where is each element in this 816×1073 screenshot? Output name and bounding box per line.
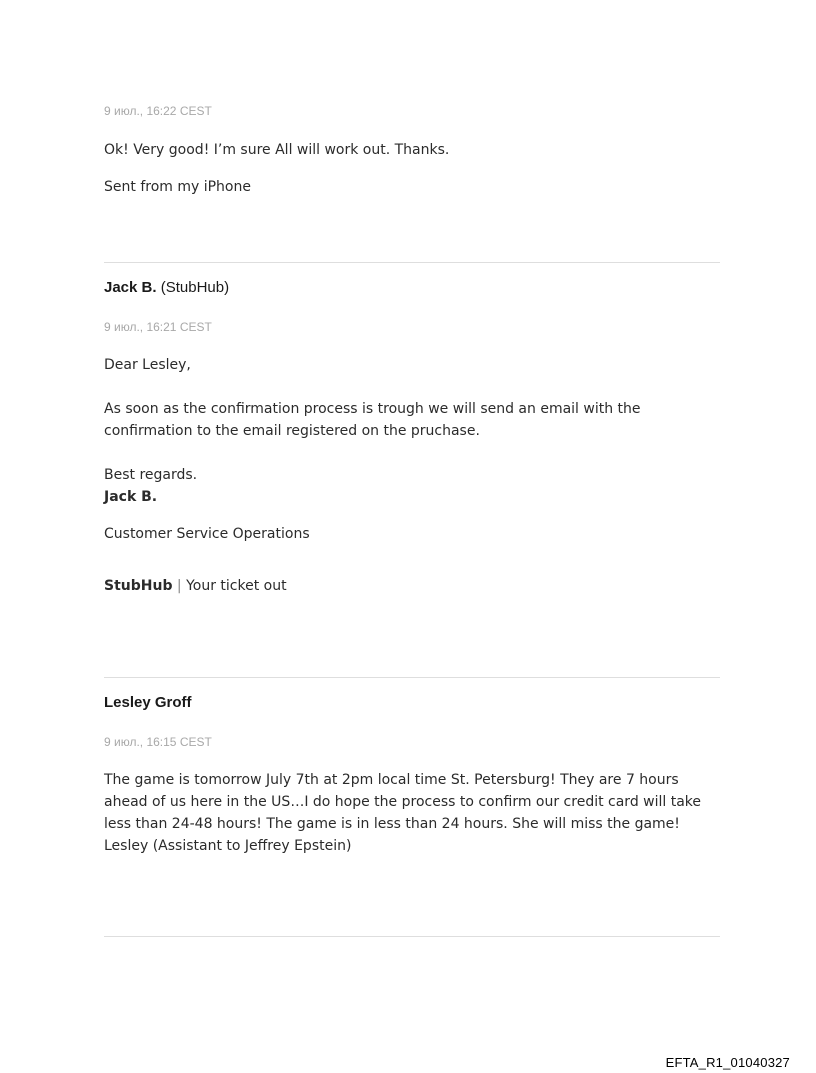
sender-name: Jack B.	[104, 279, 157, 296]
signature-title: Customer Service Operations	[104, 526, 310, 542]
message-closing: Best regards.	[104, 467, 198, 483]
message-item	[104, 694, 720, 857]
message-divider	[104, 262, 720, 263]
message-divider	[104, 936, 720, 937]
signature-name: Jack B.	[104, 489, 158, 505]
sender-name: Lesley Groff	[104, 694, 192, 711]
message-greeting: Dear Lesley,	[104, 357, 191, 373]
message-timestamp: 9 июл., 16:21 CEST	[104, 320, 212, 334]
message-divider	[104, 677, 720, 678]
message-item	[104, 279, 720, 597]
document-id: EFTA_R1_01040327	[665, 1055, 790, 1070]
signature-brand-line	[104, 575, 720, 597]
message-sender	[104, 279, 720, 297]
brand-tagline: Your ticket out	[186, 578, 287, 594]
sender-organization: (StubHub)	[160, 279, 230, 296]
message-signature: Sent from my iPhone	[104, 179, 251, 195]
message-body: The game is tomorrow July 7th at 2pm local time St. Petersburg! They are 7 hours ahead of us here in the US…I do hope the process to confirm our credit card will take less than 24-48 hours! The game is in less than 24 hours. She will miss the game! Lesley (Assistant to Jeffrey Epstein)	[104, 772, 702, 854]
message-item	[104, 104, 720, 198]
message-sender	[104, 694, 720, 712]
message-timestamp: 9 июл., 16:15 CEST	[104, 735, 212, 749]
message-paragraph: As soon as the confirmation process is trough we will send an email with the confirmation to the email registered on the pruchase.	[104, 401, 641, 439]
message-body: Ok! Very good! I’m sure All will work out. Thanks.	[104, 142, 450, 158]
brand-separator: |	[176, 578, 182, 594]
brand-name: StubHub	[104, 578, 173, 594]
message-timestamp: 9 июл., 16:22 CEST	[104, 104, 212, 118]
